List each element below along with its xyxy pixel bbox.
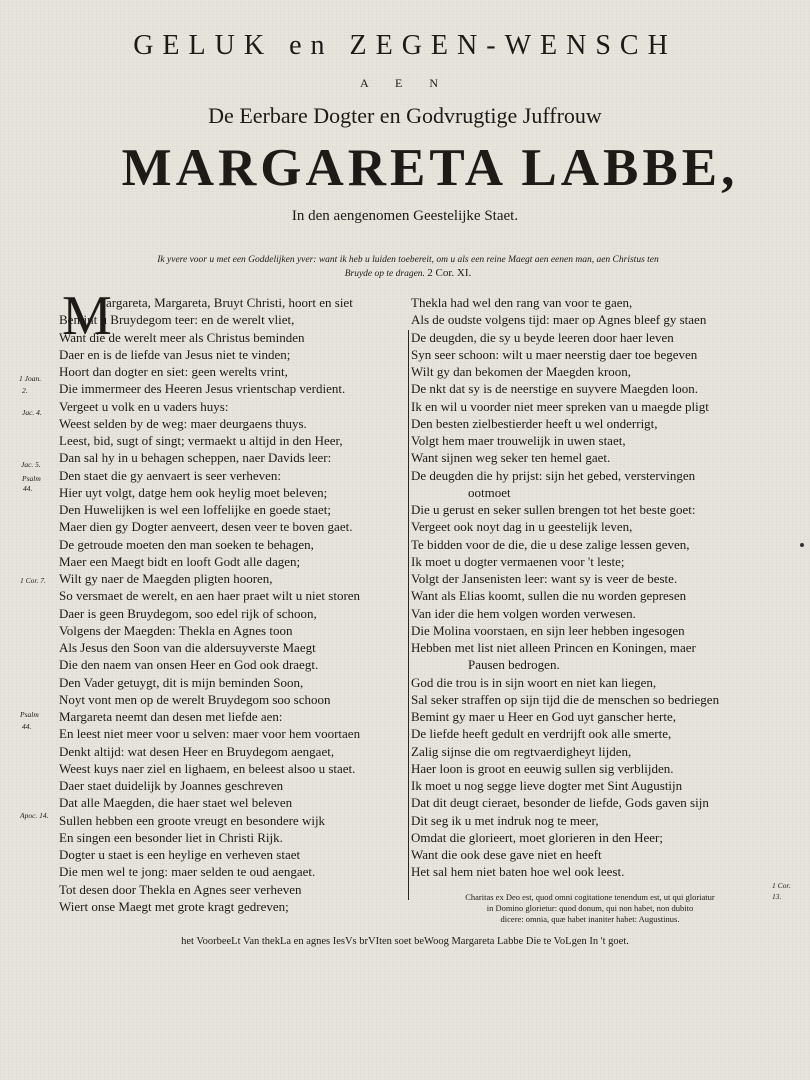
poem-left-line: Weest selden by de weg: maer deurgaens thuys. xyxy=(59,415,307,431)
poem-left-line: Die immermeer des Heeren Jesus vrientschap verdient. xyxy=(59,381,346,397)
poem-left-line: Dan sal hy in u behagen scheppen, naer Davids leer: xyxy=(59,450,332,466)
poem-right-line: Dat dit deugt cieraet, besonder de liefde, Gods gaven sijn xyxy=(411,795,709,811)
poem-left-line: Den staet die gy aenvaert is seer verheven: xyxy=(59,467,281,483)
latin-line-3: dicere: omnia, quæ habet inaniter habet: Augustinus. xyxy=(500,914,680,924)
poem-left-line: De getroude moeten den man soeken te behagen, xyxy=(59,536,314,552)
epigraph xyxy=(88,254,728,281)
poem-left-line: So versmaet de werelt, en aen haer praet wilt u niet storen xyxy=(59,588,361,604)
poem-right-line: ootmoet xyxy=(468,484,511,500)
poem-right-line: Thekla had wel den rang van voor te gaen, xyxy=(411,295,633,310)
margin-reference-left: Jac. 4. xyxy=(22,408,42,417)
epigraph-line-1: Ik yvere voor u met een Goddelijken yver: want ik heb u luiden toebereit, om u als een reine Maegt aen eenen man, aen Christus ten xyxy=(157,255,659,265)
poem-right-line: Hebben met list niet alleen Princen en Koningen, maer xyxy=(411,640,696,655)
poem-left-line: Margareta neemt dan desen met liefde aen: xyxy=(59,709,283,724)
poem-left-line: Die men wel te jong: maer selden te oud aengaet. xyxy=(59,864,316,880)
dedication-line: De Eerbare Dogter en Godvrugtige Juffrouw xyxy=(208,103,602,128)
chronogram-footer: het VoorbeeLt Van thekLa en agnes IesVs brVIten soet beWoog Margareta Labbe Die te VoLgen In 't goet. xyxy=(181,936,629,947)
margin-reference-right: 13. xyxy=(772,892,782,901)
poem-right-line: Wilt gy dan bekomen der Maegden kroon, xyxy=(411,364,632,379)
poem-right-line: Ik moet u nog segge lieve dogter met Sint Augustijn xyxy=(411,778,683,793)
poem-left-line: Hier uyt volgt, datge hem ook heylig moet beleven; xyxy=(59,484,328,500)
poem-left-line: Den Huwelijken is wel een loffelijke en goede staet; xyxy=(59,502,331,517)
poem-right-line: Want sijnen weg seker ten hemel gaet. xyxy=(411,450,611,466)
poem-right-line: Te bidden voor de die, die u dese zalige lessen geven, xyxy=(411,536,690,552)
honoree-name: MARGARETA LABBE, xyxy=(121,139,739,197)
poem-left-line: Sullen hebben een groote vreugt en besondere wijk xyxy=(59,812,326,828)
poem-left-line: Die den naem van onsen Heer en God ook draegt. xyxy=(59,657,319,673)
poem-right-line: Die Molina voorstaen, en sijn leer hebben ingesogen xyxy=(411,622,685,638)
poem-left-line: Den Vader getuygt, dit is mijn beminden Soon, xyxy=(59,674,304,690)
poem-right-line: Volgt der Jansenisten leer: want sy is veer de beste. xyxy=(411,571,678,586)
poem-right-line: Sal seker straffen op sijn tijd die de menschen so bedriegen xyxy=(411,691,720,707)
margin-reference-left: Apoc. 14. xyxy=(20,811,49,820)
poem-right-line: Volgt hem maer trouwelijk in uwen staet, xyxy=(411,433,626,448)
poem-left-line: Als Jesus den Soon van die aldersuyverste Maegt xyxy=(59,640,316,655)
poem-left-line: Daer en is de liefde van Jesus niet te vinden; xyxy=(59,346,291,362)
state-line: In den aengenomen Geestelijke Staet. xyxy=(291,208,519,224)
poem-right-line: Het sal hem niet baten hoe wel ook leest. xyxy=(411,864,625,880)
poem-left-line: argareta, Margareta, Bruyt Christi, hoort en siet xyxy=(106,295,353,310)
poem-right-line: De liefde heeft gedult en verdrijft ook alle smerte, xyxy=(411,726,672,742)
latin-line-1: Charitas ex Deo est, quod omni cogitatione tenendum est, ut qui gloriatur xyxy=(465,892,715,902)
poem-left-line: En singen een besonder liet in Christi Rijk. xyxy=(59,829,283,845)
poem-right-line: Als de oudste volgens tijd: maer op Agnes bleef gy staen xyxy=(411,312,707,328)
latin-line-2: in Domino glorietur: quod donum, qui non habet, non dubito xyxy=(486,903,694,913)
poem-left-line: En leest niet meer voor u selven: maer voor hem voortaen xyxy=(59,726,361,742)
poem-right-line: God die trou is in sijn woort en niet kan liegen, xyxy=(411,674,657,690)
aen-line: A E N xyxy=(360,76,450,90)
poem-right-line: Bemint gy maer u Heer en God uyt ganscher herte, xyxy=(411,709,676,724)
poem-right-line: Haer loon is groot en eeuwig sullen sig verblijden. xyxy=(411,760,674,776)
poem-right-line: Want als Elias koomt, sullen die nu worden gepresen xyxy=(411,588,687,604)
poem-right-line: Vergeet ook noyt dag in u geestelijk leven, xyxy=(411,519,633,535)
poem-right-line: Want die ook dese gave niet en heeft xyxy=(411,847,602,862)
margin-reference-left: 1 Cor. 7. xyxy=(20,576,46,585)
poem-right-line: Die u gerust en seker sullen brengen tot het beste goet: xyxy=(411,502,696,517)
poem-right-line: Ik moet u dogter vermaenen voor 't leste; xyxy=(411,553,625,569)
poem-left-line: Maer dien gy Dogter aenveert, desen veer te boven gaet. xyxy=(59,519,353,535)
poem-left-line: Volgens der Maegden: Thekla en Agnes toon xyxy=(59,622,293,638)
margin-reference-left: 1 Joan. xyxy=(19,374,42,383)
poem-left-line: Dogter u staet is een heylige en verheven staet xyxy=(59,847,301,862)
poem-left-line: Want die de werelt meer als Christus beminden xyxy=(59,329,305,345)
margin-reference-right: 1 Cor. xyxy=(772,881,791,890)
margin-reference-left: Psalm xyxy=(22,474,41,483)
poem-left-line: Wiert onse Maegt met grote kragt gedreven; xyxy=(59,898,289,914)
margin-reference-left: 44. xyxy=(22,722,32,731)
margin-reference-left: 44. xyxy=(23,484,33,493)
poem-left-line: Bemint u Bruydegom teer: en de werelt vliet, xyxy=(59,312,295,328)
poem-left-line: Weest kuys naer ziel en lighaem, en beleest alsoo u staet. xyxy=(59,760,356,776)
epigraph-reference: 2 Cor. XI. xyxy=(427,267,472,279)
poem-left-line: Noyt vont men op de werelt Bruydegom soo schoon xyxy=(59,691,331,707)
poem-left-line: Daer is geen Bruydegom, soo edel rijk of schoon, xyxy=(59,605,317,621)
poem-right-line: Pausen bedrogen. xyxy=(468,657,560,673)
margin-reference-left: Psalm xyxy=(20,710,39,719)
poem-left-line: Dat alle Maegden, die haer staet wel beleven xyxy=(59,795,293,811)
poem-left-line: Daer staet duidelijk by Joannes geschreven xyxy=(59,778,284,793)
margin-reference-left: 2. xyxy=(22,386,28,395)
poem-right-line: Omdat die glorieert, moet glorieren in den Heer; xyxy=(411,829,663,845)
poem-right-line: Van ider die hem volgen worden verwesen. xyxy=(411,605,636,621)
poem-left-line: Leest, bid, sugt of singt; vermaekt u altijd in den Heer, xyxy=(59,433,343,448)
poem-right-line: Zalig sijnse die om regtvaerdigheyt lijden, xyxy=(411,743,632,759)
poem-right-line: De nkt dat sy is de neerstige en suyvere Maegden loon. xyxy=(411,381,699,397)
poem-right-line: Den besten zielbestierder heeft u wel onderrigt, xyxy=(411,415,658,431)
poem-right-line: De deugden die hy prijst: sijn het gebed, verstervingen xyxy=(411,467,696,483)
margin-reference-left: Jac. 5. xyxy=(21,460,41,469)
main-title: GELUK en ZEGEN-WENSCH xyxy=(133,30,677,61)
drop-cap: M xyxy=(62,285,112,347)
epigraph-line-2: Bruyde op te dragen. 2 Cor. XI. xyxy=(344,267,472,279)
latin-quotation xyxy=(410,892,770,925)
poem-left-line: Tot desen door Thekla en Agnes seer verheven xyxy=(59,881,302,897)
poem-left-line: Wilt gy naer de Maegden pligten hooren, xyxy=(59,571,273,586)
poem-right-line: Syn seer schoon: wilt u maer neerstig daer toe begeven xyxy=(411,346,698,362)
poem-right-line: Dit seg ik u met indruk nog te meer, xyxy=(411,812,599,828)
edge-mark xyxy=(800,543,804,547)
poem-left-line: Vergeet u volk en u vaders huys: xyxy=(59,398,229,414)
poem-right-line: De deugden, die sy u beyde leeren door haer leven xyxy=(411,329,674,345)
poem-right-line: Ik en wil u voorder niet meer spreken van u maegde pligt xyxy=(411,398,709,414)
poem-left-line: Hoort dan dogter en siet: geen werelts vrint, xyxy=(59,364,288,379)
poem-left-line: Denkt altijd: wat desen Heer en Bruydegom aengaet, xyxy=(59,743,335,759)
column-divider xyxy=(408,330,409,900)
poem-left-line: Maer een Maegt bidt en looft Godt alle dagen; xyxy=(59,553,301,569)
